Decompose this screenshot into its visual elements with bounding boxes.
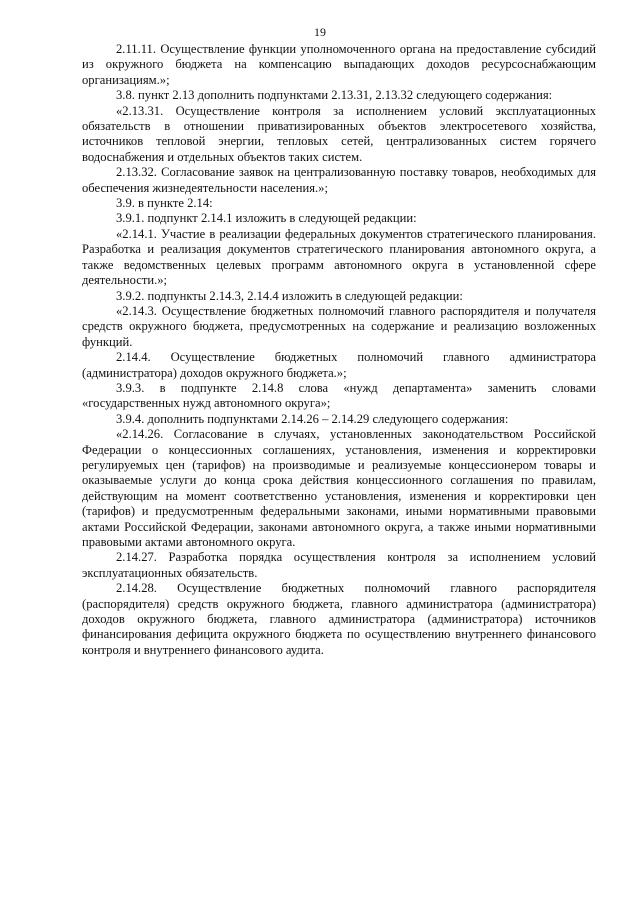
paragraph-3-9-4: 3.9.4. дополнить подпунктами 2.14.26 – 2.14.29 следующего содержания: — [116, 411, 509, 426]
document-body — [82, 42, 596, 658]
paragraph-3-9: 3.9. в пункте 2.14: — [116, 196, 213, 211]
page-number: 19 — [314, 25, 326, 39]
paragraph-3-9-1: 3.9.1. подпункт 2.14.1 изложить в следующей редакции: — [116, 211, 417, 226]
paragraph-2-14-4: 2.14.4. Осуществление бюджетных полномочий главного администратора (администратора) доходов окружного бюджета.»; — [82, 350, 596, 380]
paragraph-2-14-3: «2.14.3. Осуществление бюджетных полномочий главного распорядителя и получателя средств окружного бюджета, предусмотренных на содержание и реализацию возложенных функций. — [82, 303, 596, 349]
paragraph-2-14-1: «2.14.1. Участие в реализации федеральных документов стратегического планирования. Разработка и реализация документов стратегического планирования автономного округа, а также ведомственных целевых программ автономного округа в установленной сфере деятельности.»; — [82, 226, 596, 288]
paragraph-3-9-2: 3.9.2. подпункты 2.14.3, 2.14.4 изложить в следующей редакции: — [116, 288, 463, 303]
paragraph-2-13-31: «2.13.31. Осуществление контроля за исполнением условий эксплуатационных обязательств в отношении приватизированных объектов электросетевого хозяйства, источников тепловой энергии, тепловых сетей, централизованных систем горячего водоснабжения и отдельных объектов таких систем. — [82, 103, 596, 164]
paragraph-3-8: 3.8. пункт 2.13 дополнить подпунктами 2.13.31, 2.13.32 следующего содержания: — [116, 88, 553, 103]
paragraph-3-9-3: 3.9.3. в подпункте 2.14.8 слова «нужд департамента» заменить словами «государственных нужд автономного округа»; — [82, 380, 596, 411]
paragraph-2-14-27: 2.14.27. Разработка порядка осуществления контроля за исполнением условий эксплуатационных обязательств. — [82, 550, 596, 580]
paragraph-2-11-11: 2.11.11. Осуществление функции уполномоченного органа на предоставление субсидий из окружного бюджета на компенсацию выпадающих доходов ресурсоснабжающим организациям.»; — [82, 42, 596, 87]
paragraph-2-13-32: 2.13.32. Согласование заявок на централизованную поставку товаров, необходимых для обеспечения жизнедеятельности населения.»; — [82, 165, 596, 195]
paragraph-2-14-28: 2.14.28. Осуществление бюджетных полномочий главного распорядителя (распорядителя) средств окружного бюджета, главного администратора (администратора) доходов окружного бюджета, главного администратора (администратора) источников финансирования дефицита окружного бюджета по осуществлению внутреннего финансового контроля и внутреннего финансового аудита. — [82, 581, 596, 657]
paragraph-2-14-26: «2.14.26. Согласование в случаях, установленных законодательством Российской Федерации о концессионных соглашениях, установления, изменения и корректировки регулируемых цен (тарифов) на производимые и реализуемые концессионером товары и оказываемые услуги до конца срока действия концессионного соглашения по правилам, действующим на момент соответственно установления, изменения и корректировки цен (тарифов) и предусмотренным федеральными законами, иными нормативными правовыми актами Российской Федерации, законами автономного округа, а также иными нормативными правовыми актами автономного округа. — [82, 427, 596, 549]
